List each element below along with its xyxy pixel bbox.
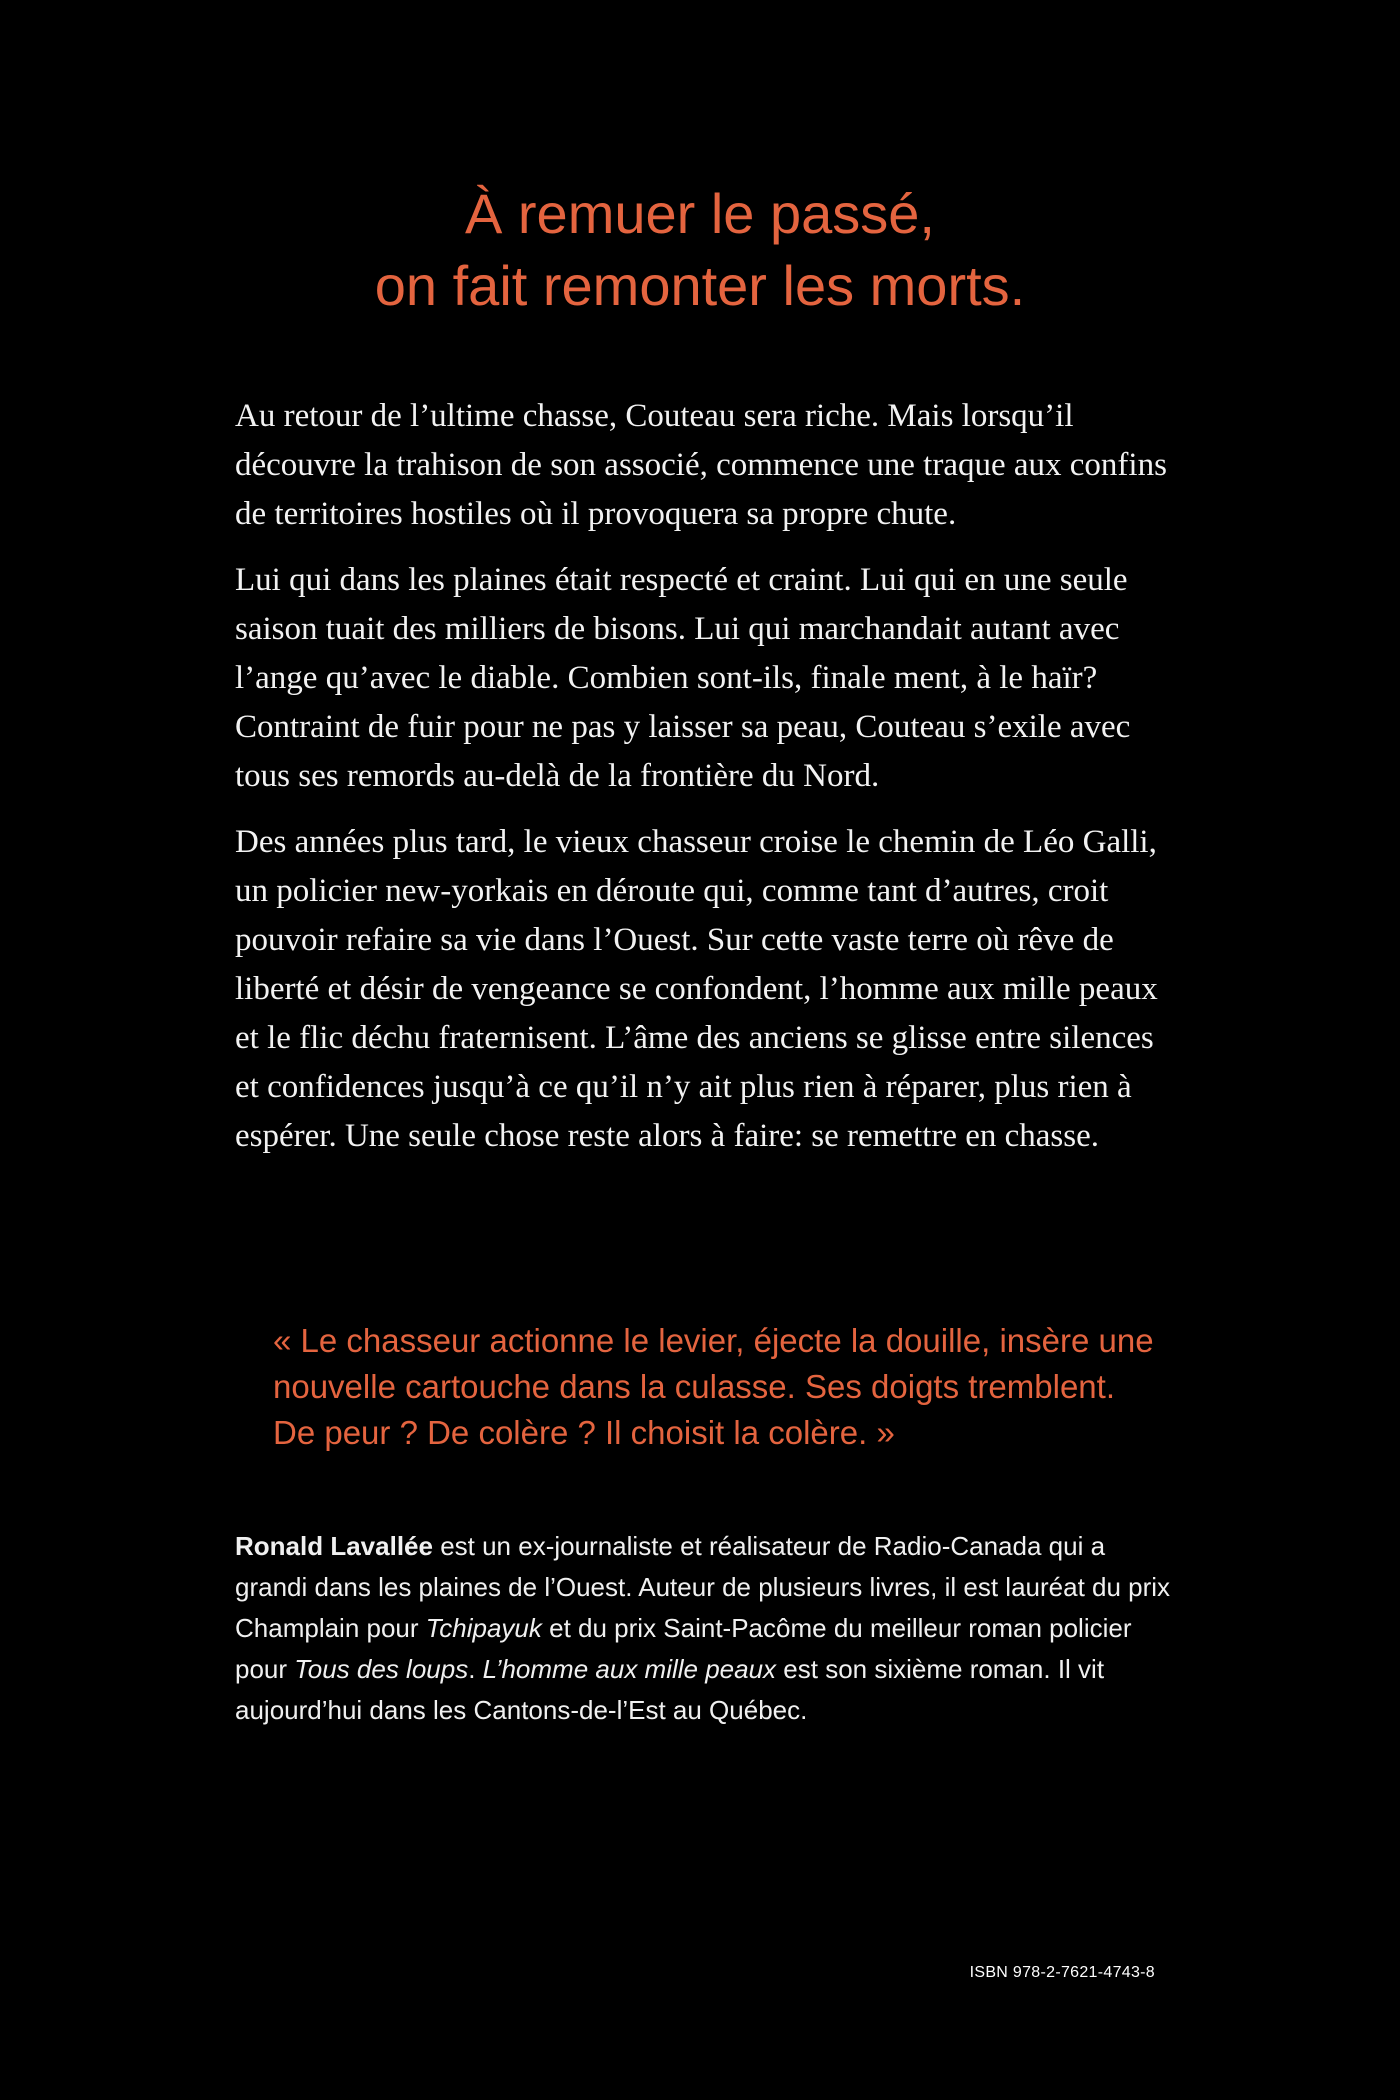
book-title-tous-des-loups: Tous des loups bbox=[294, 1654, 469, 1684]
bio-text-4: est son sixième roman. Il vit aujourd’hui dans les Cantons-de-l’Est au Québec. bbox=[235, 1654, 1105, 1725]
book-title-current: L’homme aux mille peaux bbox=[482, 1654, 777, 1684]
blurb-paragraph-2: Lui qui dans les plaines était respecté et craint. Lui qui en une seule saison tuait des milliers de bisons. Lui qui marchandait autant avec l’ange qu’avec le diable. Combien sont-ils, finale ment, à le haïr? Contraint de fuir pour ne pas y laisser sa peau, Couteau s’exile avec tous ses remords au-delà de la frontière du Nord. bbox=[235, 562, 1131, 794]
author-name: Ronald Lavallée bbox=[235, 1531, 433, 1561]
tagline-line-2: on fait remonter les morts. bbox=[374, 254, 1026, 317]
author-bio bbox=[235, 1526, 1175, 1731]
blurb-paragraph-1: Au retour de l’ultime chasse, Couteau sera riche. Mais lorsqu’il découvre la trahison de son associé, commence une traque aux confins de territoires hostiles où il provoquera sa propre chute. bbox=[235, 398, 1167, 532]
bio-text-3: . bbox=[468, 1654, 483, 1684]
tagline-heading bbox=[0, 178, 1400, 322]
book-title-tchipayuk: Tchipayuk bbox=[425, 1613, 542, 1643]
bio-text-1: est un ex-journaliste et réalisateur de Radio-Canada qui a grandi dans les plaines de l’Ouest. Auteur de plusieurs livres, il est lauréat du prix Champlain pour bbox=[235, 1531, 1171, 1643]
bio-text-2: et du prix Saint-Pacôme du meilleur roman policier pour bbox=[235, 1613, 1132, 1684]
excerpt-quote bbox=[273, 1318, 1173, 1456]
blurb bbox=[235, 392, 1168, 1178]
excerpt-line-2: nouvelle cartouche dans la culasse. Ses doigts tremblent. bbox=[273, 1368, 1115, 1405]
excerpt-line-3: De peur ? De colère ? Il choisit la colère. » bbox=[273, 1414, 895, 1451]
tagline-line-1: À remuer le passé, bbox=[465, 182, 935, 245]
isbn-label: ISBN 978-2-7621-4743-8 bbox=[969, 1964, 1155, 1981]
excerpt-line-1: « Le chasseur actionne le levier, éjecte la douille, insère une bbox=[273, 1322, 1154, 1359]
blurb-paragraph-3: Des années plus tard, le vieux chasseur croise le chemin de Léo Galli, un policier new-yorkais en déroute qui, comme tant d’autres, croit pouvoir refaire sa vie dans l’Ouest. Sur cette vaste terre où rêve de liberté et désir de vengeance se confondent, l’homme aux mille peaux et le flic déchu fraternisent. L’âme des anciens se glisse entre silences et confidences jusqu’à ce qu’il n’y ait plus rien à réparer, plus rien à espérer. Une seule chose reste alors à faire: se remettre en chasse. bbox=[235, 824, 1158, 1154]
